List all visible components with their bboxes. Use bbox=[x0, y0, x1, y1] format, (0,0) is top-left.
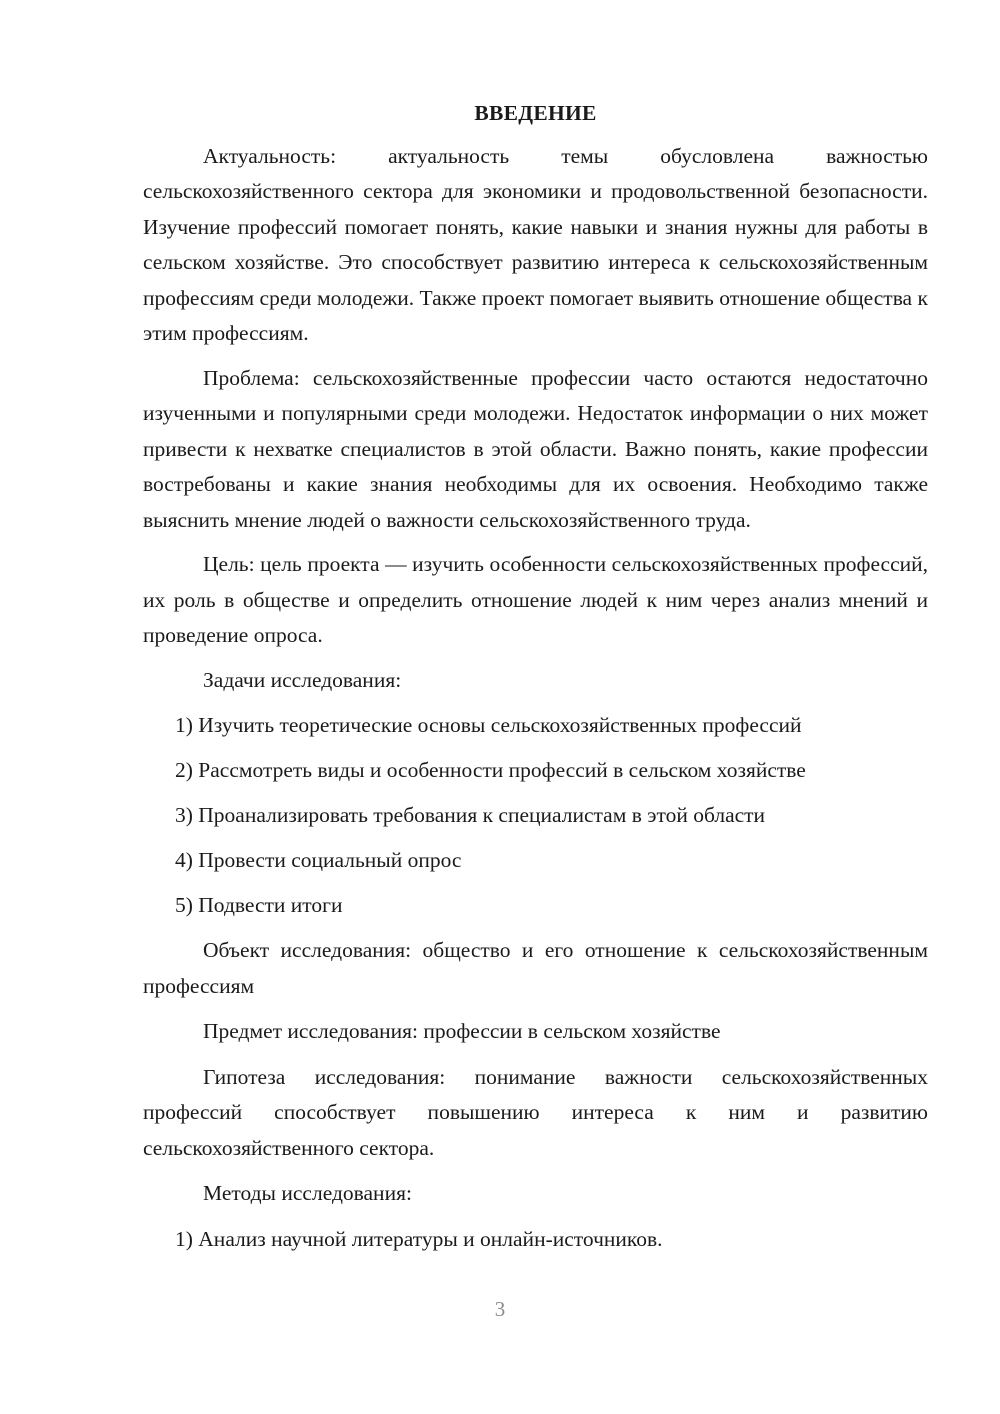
list-item: 1) Анализ научной литературы и онлайн-источников. bbox=[175, 1226, 663, 1251]
list-item: 2) Рассмотреть виды и особенности профессий в сельском хозяйстве bbox=[175, 758, 806, 782]
object-paragraph: Объект исследования: общество и его отношение к сельскохозяйственным профессиям bbox=[143, 938, 928, 998]
list-item: 5) Подвести итоги bbox=[175, 893, 343, 917]
list-item: 4) Провести социальный опрос bbox=[175, 848, 462, 872]
section-title: ВВЕДЕНИЕ bbox=[474, 101, 597, 125]
list-item: 3) Проанализировать требования к специалистам в этой области bbox=[175, 803, 766, 827]
goal-paragraph: Цель: цель проекта — изучить особенности сельскохозяйственных профессий, их роль в обществе и определить отношение людей к ним через анализ мнений и проведение опроса. bbox=[143, 552, 928, 647]
hypothesis-paragraph: Гипотеза исследования: понимание важности сельскохозяйственных профессий способствует повышению интереса к ним и развитию сельскохозяйственного сектора. bbox=[143, 1064, 928, 1160]
methods-list bbox=[143, 1222, 928, 1258]
methods-heading: Методы исследования: bbox=[203, 1181, 412, 1205]
problem-paragraph: Проблема: сельскохозяйственные профессии часто остаются недостаточно изученными и популярными среди молодежи. Недостаток информации о них может привести к нехватке специалистов в этой области. Важно понять, какие профессии востребованы и какие знания необходимы для их освоения. Необходимо также выяснить мнение людей о важности сельскохозяйственного труда. bbox=[143, 365, 928, 532]
list-item: 1) Изучить теоретические основы сельскохозяйственных профессий bbox=[175, 713, 802, 737]
subject-paragraph: Предмет исследования: профессии в сельском хозяйстве bbox=[203, 1019, 721, 1043]
tasks-list bbox=[143, 708, 928, 924]
document-page bbox=[143, 96, 928, 1267]
relevance-paragraph: Актуальность: актуальность темы обусловлена важностью сельскохозяйственного сектора для экономики и продовольственной безопасности. Изучение профессий помогает понять, какие навыки и знания нужны для работы в сельском хозяйстве. Это способствует развитию интереса к сельскохозяйственным профессиям среди молодежи. Также проект помогает выявить отношение общества к этим профессиям. bbox=[143, 143, 928, 345]
tasks-heading: Задачи исследования: bbox=[203, 667, 402, 692]
page-number: 3 bbox=[494, 1297, 506, 1321]
